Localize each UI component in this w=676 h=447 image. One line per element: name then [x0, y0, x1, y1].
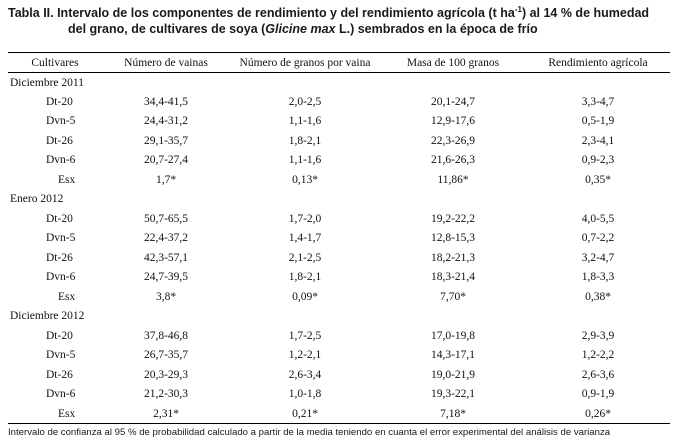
caption-text-4: L.) sembrados en la época de frío: [335, 22, 538, 36]
value-cell: 0,13*: [292, 173, 318, 186]
value-cell: 1,1-1,6: [288, 154, 322, 167]
header-numero-vainas: Número de vainas: [102, 53, 230, 73]
value-cell: 2,3-4,1: [581, 134, 615, 147]
data-table: [8, 52, 670, 424]
value-cell: 0,9-1,9: [581, 388, 615, 401]
cultivar-cell: Dt-20: [46, 329, 73, 342]
table-row: [8, 346, 670, 366]
caption-text-3: del grano, de cultivares de soya (: [68, 22, 266, 36]
value-cell: 12,9-17,6: [430, 115, 476, 128]
value-cell: 2,0-2,5: [288, 95, 322, 108]
cultivar-cell: Dt-26: [46, 251, 73, 264]
value-cell: 0,26*: [526, 404, 670, 424]
value-cell: 1,7-2,0: [288, 212, 322, 225]
value-cell: 19,0-21,9: [430, 368, 476, 381]
value-cell: 1,7-2,5: [288, 329, 322, 342]
value-cell: 2,9-3,9: [581, 329, 615, 342]
cultivar-cell: Esx: [8, 404, 102, 424]
footnote: Intervalo de confianza al 95 % de probabilidad calculado a partir de la media teniendo en cuanta el error experimental del análisis de varianza: [8, 427, 611, 438]
caption-text-2: ) al 14 % de humedad: [521, 6, 650, 20]
table-row: [8, 385, 670, 405]
value-cell: 3,8*: [155, 290, 177, 303]
cultivar-cell: Dvn-6: [46, 388, 76, 401]
caption-species: Glicine max: [265, 22, 336, 36]
value-cell: 1,4-1,7: [288, 232, 322, 245]
value-cell: 2,1-2,5: [288, 251, 322, 264]
value-cell: 24,4-31,2: [143, 115, 189, 128]
value-cell: 7,18*: [380, 404, 526, 424]
section-label: Enero 2012: [10, 193, 64, 206]
table-row: [8, 92, 670, 112]
value-cell: 1,1-1,6: [288, 115, 322, 128]
cultivar-cell: Dt-20: [46, 95, 73, 108]
value-cell: 20,1-24,7: [430, 95, 476, 108]
value-cell: 2,6-3,6: [581, 368, 615, 381]
table-row: [8, 112, 670, 132]
value-cell: 37,8-46,8: [143, 329, 189, 342]
table-row: [8, 170, 670, 190]
value-cell: 42,3-57,1: [143, 251, 189, 264]
section-row: [8, 190, 670, 210]
table-row: [8, 209, 670, 229]
section-label: Diciembre 2012: [10, 310, 85, 323]
caption-text-1: Tabla II. Intervalo de los componentes de rendimiento y del rendimiento agrícola (t ha: [8, 6, 515, 20]
table-row: [8, 365, 670, 385]
cultivar-cell: Dvn-5: [46, 349, 76, 362]
value-cell: 34,4-41,5: [143, 95, 189, 108]
header-row: [8, 53, 670, 73]
table-row: [8, 268, 670, 288]
value-cell: 20,3-29,3: [143, 368, 189, 381]
value-cell: 21,6-26,3: [430, 154, 476, 167]
value-cell: 29,1-35,7: [143, 134, 189, 147]
table-row: [8, 229, 670, 249]
section-row: [8, 307, 670, 327]
value-cell: 1,0-1,8: [288, 388, 322, 401]
value-cell: 18,2-21,3: [430, 251, 476, 264]
value-cell: 0,7-2,2: [581, 232, 615, 245]
value-cell: 19,3-22,1: [430, 388, 476, 401]
value-cell: 21,2-30,3: [143, 388, 189, 401]
value-cell: 18,3-21,4: [430, 271, 476, 284]
value-cell: 24,7-39,5: [143, 271, 189, 284]
cultivar-cell: Dt-26: [46, 368, 73, 381]
table-row: [8, 248, 670, 268]
cultivar-cell: Dt-26: [46, 134, 73, 147]
caption-line-1: [8, 5, 670, 21]
value-cell: 3,2-4,7: [581, 251, 615, 264]
value-cell: 26,7-35,7: [143, 349, 189, 362]
value-cell: 2,6-3,4: [288, 368, 322, 381]
value-cell: 1,8-2,1: [288, 271, 322, 284]
cultivar-cell: Dvn-6: [46, 271, 76, 284]
table-row: [8, 326, 670, 346]
value-cell: 0,38*: [585, 290, 611, 303]
header-masa-100-granos: Masa de 100 granos: [380, 53, 526, 73]
value-cell: 22,4-37,2: [143, 232, 189, 245]
header-granos-por-vaina: Número de granos por vaina: [230, 53, 380, 73]
value-cell: 0,5-1,9: [581, 115, 615, 128]
value-cell: 2,31*: [102, 404, 230, 424]
value-cell: 14,3-17,1: [430, 349, 476, 362]
value-cell: 11,86*: [437, 173, 469, 186]
cultivar-cell: Dvn-6: [46, 154, 76, 167]
header-rendimiento: Rendimiento agrícola: [526, 53, 670, 73]
value-cell: 22,3-26,9: [430, 134, 476, 147]
value-cell: 12,8-15,3: [430, 232, 476, 245]
section-label: Diciembre 2011: [10, 76, 84, 89]
cultivar-cell: Esx: [58, 290, 76, 303]
caption-line-2: [8, 21, 670, 37]
value-cell: 20,7-27,4: [143, 154, 189, 167]
value-cell: 1,8-3,3: [581, 271, 615, 284]
caption-superscript: -1: [514, 4, 522, 14]
value-cell: 50,7-65,5: [143, 212, 189, 225]
value-cell: 0,9-2,3: [581, 154, 615, 167]
value-cell: 0,21*: [230, 404, 380, 424]
header-cultivares: Cultivares: [8, 53, 102, 73]
value-cell: 1,8-2,1: [288, 134, 322, 147]
value-cell: 1,2-2,1: [288, 349, 322, 362]
value-cell: 17,0-19,8: [430, 329, 476, 342]
table-body: [8, 73, 670, 424]
value-cell: 1,2-2,2: [581, 349, 615, 362]
cultivar-cell: Esx: [58, 173, 76, 186]
section-row: [8, 73, 670, 93]
table-row: [8, 287, 670, 307]
value-cell: 4,0-5,5: [581, 212, 615, 225]
table-caption: [8, 5, 670, 37]
table-row: [8, 131, 670, 151]
cultivar-cell: Dvn-5: [46, 232, 76, 245]
value-cell: 0,09*: [292, 290, 318, 303]
table-row: [8, 404, 670, 424]
value-cell: 0,35*: [585, 173, 611, 186]
value-cell: 19,2-22,2: [430, 212, 476, 225]
value-cell: 3,3-4,7: [581, 95, 615, 108]
value-cell: 1,7*: [155, 173, 177, 186]
value-cell: 7,70*: [440, 290, 466, 303]
cultivar-cell: Dvn-5: [46, 115, 76, 128]
table-row: [8, 151, 670, 171]
cultivar-cell: Dt-20: [46, 212, 73, 225]
